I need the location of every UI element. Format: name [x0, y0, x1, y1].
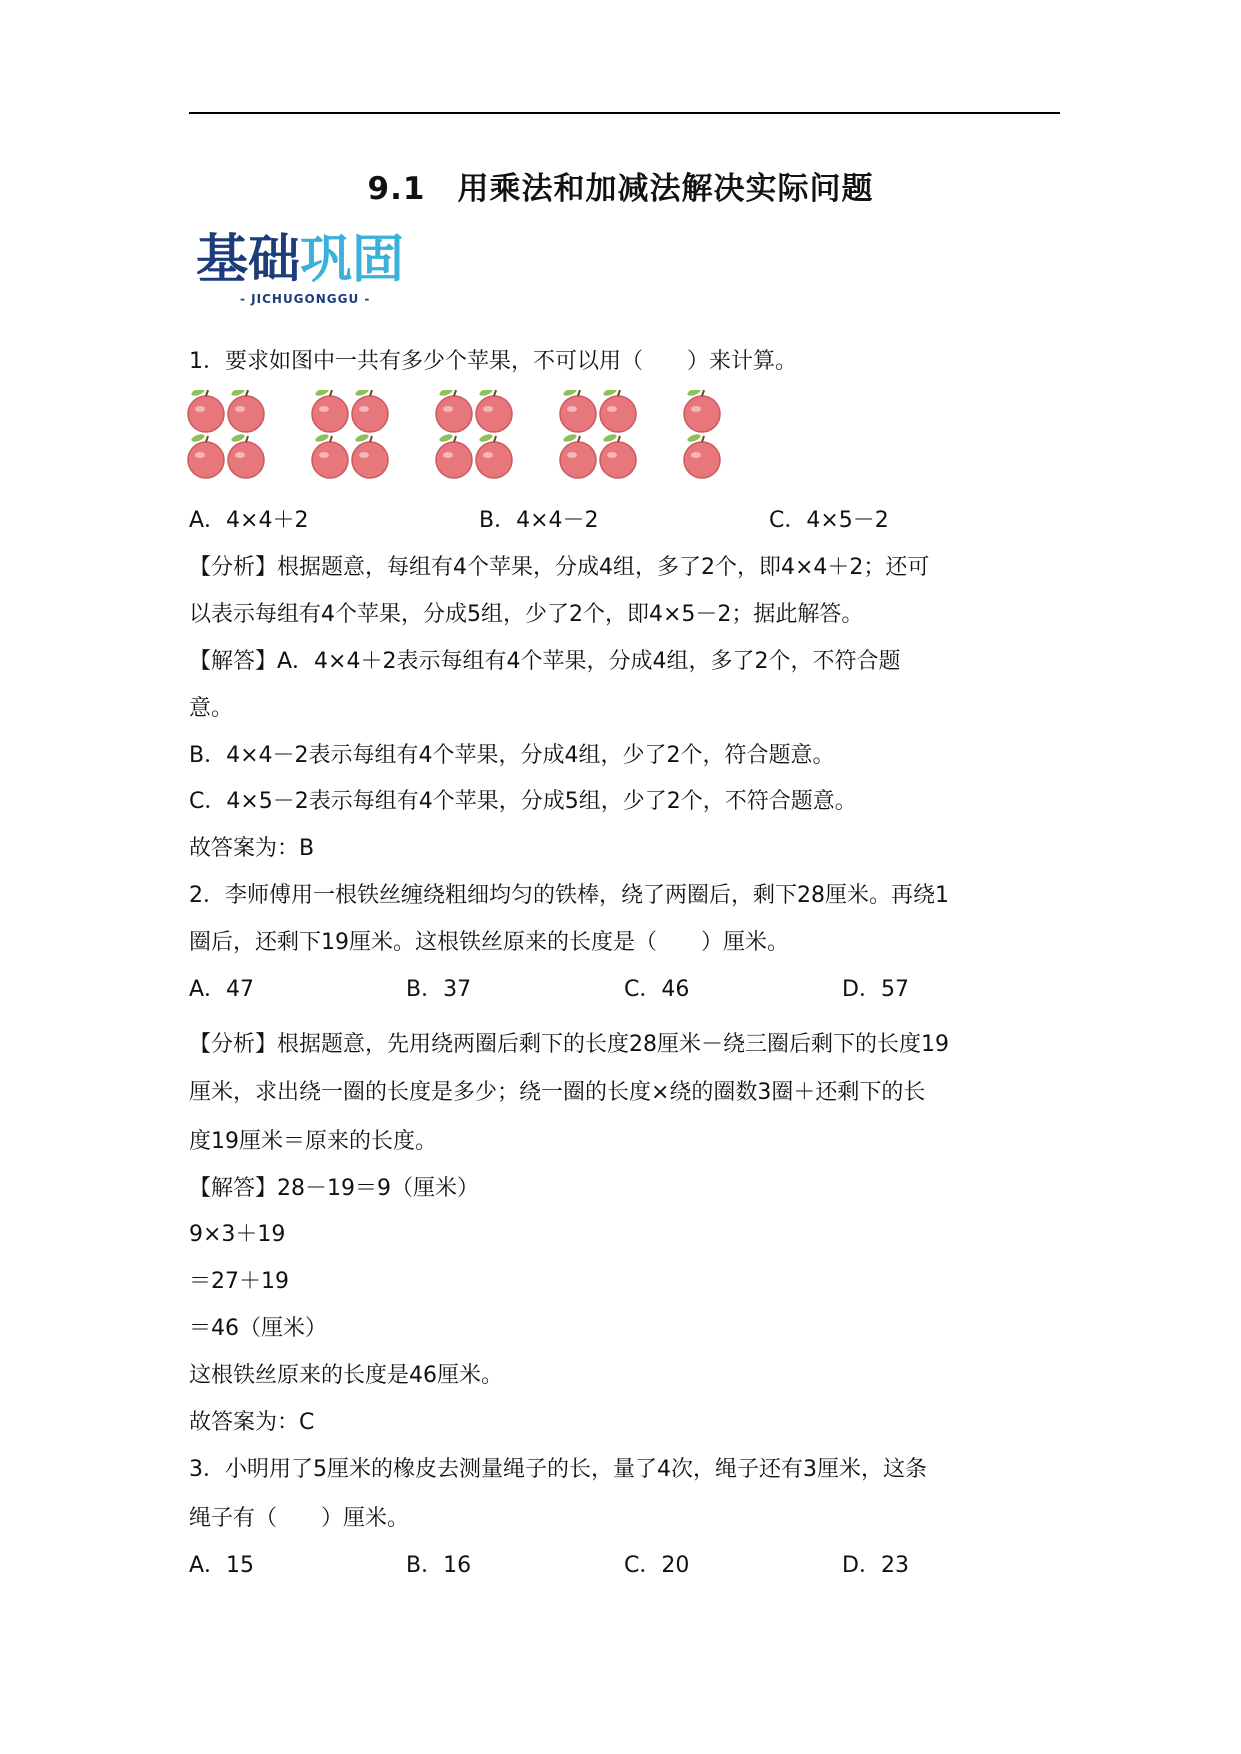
- q3-option-d: D．23: [842, 1553, 909, 1578]
- apple-icon: [228, 433, 264, 478]
- apple-icon: [600, 433, 636, 478]
- q2-analysis-line: 度19厘米＝原来的长度。: [189, 1129, 437, 1154]
- q2-option-a: A．47: [189, 977, 255, 1002]
- q1-final-answer: 故答案为：B: [189, 836, 315, 861]
- logo-text-dark: 基础: [196, 230, 301, 290]
- q2-answer-line: ＝27＋19: [189, 1269, 289, 1294]
- apple-icon: [476, 433, 512, 478]
- q2-answer-line: 这根铁丝原来的长度是46厘米。: [189, 1363, 503, 1388]
- apple-icon: [560, 433, 596, 478]
- q2-answer-line: ＝46（厘米）: [189, 1316, 327, 1341]
- apple-icon: [436, 433, 472, 478]
- q2-stem: 2．李师傅用一根铁丝缠绕粗细均匀的铁棒，绕了两圈后，剩下28厘米。再绕1: [189, 883, 949, 908]
- logo-text-light: 巩固: [300, 230, 405, 290]
- q1-option-a: A．4×4＋2: [189, 508, 309, 533]
- q1-answer-line: 【解答】A．4×4＋2表示每组有4个苹果，分成4组，多了2个，不符合题: [189, 649, 901, 674]
- q3-option-a: A．15: [189, 1553, 255, 1578]
- q2-answer-line: 【解答】28－19＝9（厘米）: [189, 1176, 479, 1201]
- apple-icon: [600, 390, 636, 432]
- q1-stem: 1．要求如图中一共有多少个苹果，不可以用（ ）来计算。: [189, 349, 797, 374]
- apple-icon: [560, 390, 596, 432]
- apple-icon: [228, 390, 264, 432]
- q2-option-c: C．46: [624, 977, 690, 1002]
- apple-icon: [188, 433, 224, 478]
- apple-icon: [684, 390, 720, 432]
- q1-option-c: C．4×5－2: [769, 508, 889, 533]
- apple-icon: [352, 390, 388, 432]
- apple-icon: [684, 433, 720, 478]
- page-title: 9.1 用乘法和加减法解决实际问题: [367, 171, 874, 207]
- q1-analysis-line: 以表示每组有4个苹果，分成5组，少了2个，即4×5－2；据此解答。: [189, 602, 864, 627]
- q2-answer-line: 9×3＋19: [189, 1222, 286, 1247]
- q3-option-c: C．20: [624, 1553, 690, 1578]
- q1-analysis-line: 【分析】根据题意，每组有4个苹果，分成4组，多了2个，即4×4＋2；还可: [189, 555, 930, 580]
- q1-option-b: B．4×4－2: [479, 508, 599, 533]
- apple-icon: [476, 390, 512, 432]
- apple-icon: [188, 390, 224, 432]
- q2-final-answer: 故答案为：C: [189, 1410, 315, 1435]
- q3-stem: 3．小明用了5厘米的橡皮去测量绳子的长，量了4次，绳子还有3厘米，这条: [189, 1457, 927, 1482]
- q1-answer-line: 意。: [189, 696, 234, 721]
- q2-option-d: D．57: [842, 977, 909, 1002]
- q2-analysis-line: 厘米，求出绕一圈的长度是多少；绕一圈的长度×绕的圈数3圈＋还剩下的长: [189, 1080, 926, 1105]
- q1-apple-figure: [186, 390, 746, 490]
- q1-answer-line: C．4×5－2表示每组有4个苹果，分成5组，少了2个，不符合题意。: [189, 789, 857, 814]
- apple-icon: [312, 433, 348, 478]
- apple-icon: [436, 390, 472, 432]
- header-rule: [189, 112, 1060, 114]
- section-logo: [196, 230, 416, 310]
- q3-option-b: B．16: [406, 1553, 472, 1578]
- apple-icon: [312, 390, 348, 432]
- q1-answer-line: B．4×4－2表示每组有4个苹果，分成4组，少了2个，符合题意。: [189, 743, 835, 768]
- logo-subtitle: - JICHUGONGGU -: [240, 292, 371, 306]
- q2-option-b: B．37: [406, 977, 472, 1002]
- q2-analysis-line: 【分析】根据题意，先用绕两圈后剩下的长度28厘米－绕三圈后剩下的长度19: [189, 1032, 949, 1057]
- q3-stem: 绳子有（ ）厘米。: [189, 1506, 410, 1531]
- q2-stem: 圈后，还剩下19厘米。这根铁丝原来的长度是（ ）厘米。: [189, 930, 789, 955]
- apple-icon: [352, 433, 388, 478]
